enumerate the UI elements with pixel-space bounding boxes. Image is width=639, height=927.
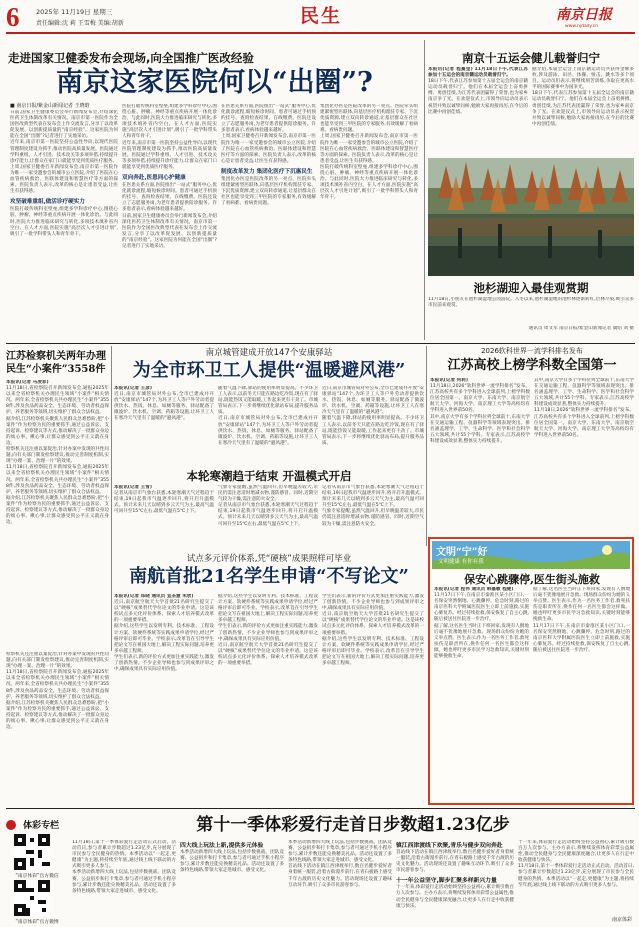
lottery-col-1: 11月18日,第十一季体彩爱行走活动正式启动。活动首日,参与者累计步数超过1.23亿步,充分展现了市民参与全民健身的热情。本季活动以“一起走,更健康”为主题,将持续至年底,通过线上线下联动的方式吸引更多人参与。 本季活动新增四大线上玩法,包括步数挑战、团队竞赛、公益捐步和打卡集章,参与者可通过手机小程序参与,累计步数还能兑换精美礼品。活动还设置了多条特色线路,带领大家走进城市、感受文化。 [72, 840, 176, 894]
lottery-col-2: 四大线上玩法上新,提供多元体验 本季活动新增四大线上玩法,包括步数挑战、团队竞赛、公益捐步和打卡集章,参与者可通过手机小程序参与,累计步数还能兑换精美礼品。活动还设置了多条特色线路,带领大家走进城市、感受文化。 [180, 840, 284, 924]
section-rule-2 [6, 808, 635, 809]
athletes-story [428, 40, 634, 340]
lead-headline: 南京这家医院何以“出圈”? [56, 67, 373, 98]
weather-story [114, 468, 424, 552]
weather-col-1: 本报讯(记者 王雪) 记者从南京市气象台获悉,本轮寒潮天气过程趋于结束,19日起我市气温逐步回升,将开启升温模式。预计未来几天以晴到多云天气为主,最高气温可回升至15℃左右,最低气温在5℃上下。 [114, 485, 214, 515]
weather-col-2: 气象专家提醒,虽然气温回升,但早晚温差较大,市民仍需注意适时增减衣物,谨防感冒。同时,近期空气较为干燥,需注意防火安全。 记者从南京市气象台获悉,本轮寒潮天气过程趋于结束,19日起我市气温逐步回升,将开启升温模式。预计未来几天以晴到多云天气为主,最高气温可回升至15℃左右,最低气温在5℃上下。 [218, 485, 318, 527]
lottery-col-5: 十一年来,体彩爱行走活动始终坚持公益初心,累计吸引数百万人次参与。主办方表示,将继续发挥体育彩票公益属性,推动全民健身与全民健康深度融合,让更多人在行走中收获健康与快乐。 11月18日,第十一季体彩爱行走活动正式启动。活动首日,参与者累计步数超过1.23亿步,充分展现了市民参与全民健身的热情。本季活动以“一起走,更健康”为主题,将持续至年底,通过线上线下联动的方式吸引更多人参与。 [518, 840, 634, 888]
weather-col-3: 记者从南京市气象台获悉,本轮寒潮天气过程趋于结束,19日起我市气温逐步回升,将开启升温模式。预计未来几天以晴到多云天气为主,最高气温可回升至15℃左右,最低气温在5℃上下。 气象专家提醒,虽然气温回升,但早晚温差较大,市民仍需注意适时增减衣物,谨防感冒。同时,近期空气较为干燥,需注意防火安全。 [322, 485, 424, 527]
photo-caption: 11月18日,小朋友在池杉湖湿地公园游玩。入冬以来,池杉湖湿地的池杉林逐渐转红,层林尽染,吸引众多市民前来观赏。 [428, 297, 634, 309]
masthead [0, 0, 639, 34]
lottery-logo-icon [6, 820, 16, 830]
section-rule-1 [6, 343, 635, 344]
lottery-subhead-2: 镇江西津渡线下欢聚,青乐与健步双向奔赴 [396, 843, 503, 849]
athletes-col-1: 本报讯(记者 程蔓莹) 11月18日下午,代表江苏参加十五运会的南京籍运动员载誉归宁。 18日下午,代表江苏参加第十五届全运会的南京籍运动员载誉归宁。他们在本届全运会上奋勇拼搏、勇创佳绩,为江苏代表团赢得了荣誉,也为家乡南京争了光。在欢迎仪式上,市领导向运动员表示祝贺并致以诚挚问候,勉励大家再接再厉,在今后的比赛中再创佳绩。 [428, 67, 528, 115]
sanitation-headline: 为全市环卫工人提供“温暖避风港” [132, 360, 406, 381]
lottery-headline: 第十一季体彩爱行走首日步数超1.23亿步 [196, 815, 510, 835]
banner-subtitle: 文明健康 有你有我 [438, 559, 484, 565]
lead-column-1: 日前,国家卫生健康委员会举行新闻发布会,介绍深化医药卫生体制改革有关情况。南京市第一医院作为全国医改典型代表在发布会上作交流发言,分享了以改革促发展、以创新提质量的“南京经验”。这家医院为何能在全国“出圈”?记者进行了实地采访。 近年来,南京市第一医院坚持公益性导向,以现代医院管理制度建设为抓手,推动医院高质量发展。医院通过学科重组、人才引进、技术攻关等多项举措,持续提升诊疗能力,让群众在家门口就能享受到优质医疗服务。 上周,国家卫健委召开新闻发布会,南京市第一医院作为唯一一家受邀参会的城市公立医院,介绍了医院在心血管疾病救治、医联体建设和智慧医疗等方面的探索。医院负责人表示,改革的核心是让患者受益,让医生有获得感。 攻坚破难重组,做活诊疗硬实力 医院打破传统科室壁垒,组建多学科诊疗中心,围绕心脏、肿瘤、神经等重点疾病开展一体化诊治。与此同时,医院大力推进临床研究与转化,多项技术填补省内空白。在人才方面,医院实施“高层次人才引进计划”,吸引了一批学科带头人和青年骨干。 [10, 110, 118, 237]
lottery-subhead-3: 十一年公益坚守,脚步汇聚多样新兴力量 [396, 878, 497, 885]
thesis-kicker: 试点多元评价体系,凭“硬核”成果照样可毕业 [186, 554, 352, 564]
box-col-1: 本报讯(记者 程伟 通讯员 韩嘉敏 程健) 11月17日下午,在南京市秦淮区某小区门口,一名保安突然倒地、心跳骤停。危急时刻,路过的南京医科大学附属医院医生立即上前施救,实施心肺复苏。经过持续抢救,保安恢复了自主心跳,随后被送往医院进一步治疗。 据了解,这名医生当时正下班回家,发现有人倒地后毫不犹豫地展开急救。现场群众纷纷为她的义举点赞。医生表示,作为一名医务工作者,救死扶伤是职责所在,换作任何一名医生都会这样做。她也呼吁更多市民学习急救知识,关键时刻能够挽救生命。 [434, 587, 529, 660]
column-divider-3 [426, 346, 427, 546]
lottery-col-3: 本季活动新增四大线上玩法,包括步数挑战、团队竞赛、公益捐步和打卡集章,参与者可通过手机小程序参与,累计步数还能兑换精美礼品。活动还设置了多条特色线路,带领大家走进城市、感受文化。 首站线下活动在镇江西津渡举行,数百名健步爱好者身着统一服装,沿着古街漫步前行,在青石板路上感受千年古渡的历史文化魅力。活动现场还设置了趣味互动环节,吸引了众多市民游客参与。 [288, 840, 392, 888]
procuratorate-body-cont: 检察机关还注重以案促治,针对办案中发现的共性问题,向有关部门制发检察建议,推动完善制度机制,实现“办理一案、治理一片”的效果。 11月18日,省检察院召开新闻发布会,通报2025年以来全省检察机关办理民生领域“小案件”相关情况。两年来,全省检察机关共办理民生“小案件”3558件,涉及食品药品安全、生态环境、劳动者权益保护、养老服务等领域,切实维护了群众合法权益。 据介绍,江苏检察机关聚焦人民群众急难愁盼,把“小案件”作为检察为民的重要抓手,通过公益诉讼、支持起诉、检察建议等方式,推动解决了一批群众身边的烦心事、揪心事,让群众感受到公平正义就在身边。 [6, 652, 109, 731]
qr-code-2 [14, 880, 50, 916]
lottery-sidebar [6, 812, 68, 924]
sanitation-col-1: 本报讯(记者 王彦) 近日,南京市城管局对外公布,全市已建成并开放“安康驿站”147个,为环卫工人等户外劳动者提供饮水、热饭、休息、如厕等服务。驿站配备了微波炉、饮水机、空调、药箱等设施,让环卫工人在寒冷天气里有了温暖的“避风港”。 [114, 386, 214, 422]
lead-subhead-3: 制度改革发力 集团化医疗下沉惠民生 [221, 168, 313, 175]
sanitation-kicker: 南京城管建成开放147个安康驿站 [205, 348, 333, 358]
photo-headline: 池杉湖迎入最佳观赏期 [473, 281, 589, 295]
lottery-subhead-1: 四大线上玩法上新,提供多元体验 [180, 843, 264, 849]
weather-headline: 本轮寒潮趋于结束 开温模式开启 [186, 469, 352, 483]
lead-subhead-2: 双向奔赴,医患同心护健康 [122, 175, 186, 182]
lottery-story [72, 812, 634, 924]
date-line: 2025年 11月19日 星期三 [36, 8, 113, 16]
university-story [430, 346, 634, 536]
box-col-2: 据了解,这名医生当时正下班回家,发现有人倒地后毫不犹豫地展开急救。现场群众纷纷为她的义举点赞。医生表示,作为一名医务工作者,救死扶伤是职责所在,换作任何一名医生都会这样做。她也呼吁更多市民学习急救知识,关键时刻能够挽救生命。 11月17日下午,在南京市秦淮区某小区门口,一名保安突然倒地、心跳骤停。危急时刻,路过的南京医科大学附属医院医生立即上前施救,实施心肺复苏。经过持续抢救,保安恢复了自主心跳,随后被送往医院进一步治疗。 [533, 587, 630, 653]
thesis-story [114, 552, 424, 804]
procuratorate-body: 本报讯(记者 马凌菲) 11月18日,省检察院召开新闻发布会,通报2025年以来全省检察机关办理民生领域“小案件”相关情况。两年来,全省检察机关共办理民生“小案件”3558件,涉及食品药品安全、生态环境、劳动者权益保护、养老服务等领域,切实维护了群众合法权益。 据介绍,江苏检察机关聚焦人民群众急难愁盼,把“小案件”作为检察为民的重要抓手,通过公益诉讼、支持起诉、检察建议等方式,推动解决了一批群众身边的烦心事、揪心事,让群众感受到公平正义就在身边。 检察机关还注重以案促治,针对办案中发现的共性问题,向有关部门制发检察建议,推动完善制度机制,实现“办理一案、治理一片”的效果。 11月18日,省检察院召开新闻发布会,通报2025年以来全省检察机关办理民生领域“小案件”相关情况。两年来,全省检察机关共办理民生“小案件”3558件,涉及食品药品安全、生态环境、劳动者权益保护、养老服务等领域,切实维护了群众合法权益。 据介绍,江苏检察机关聚焦人民群众急难愁盼,把“小案件”作为检察为民的重要抓手,通过公益诉讼、支持起诉、检察建议等方式,推动解决了一批群众身边的烦心事、揪心事,让群众感受到公平正义就在身边。 [6, 380, 109, 526]
lead-kicker: 走进国家卫健委发布会现场,向全国推广医改经验 [8, 51, 254, 65]
athletes-headline: 南京十五运会健儿载誉归宁 [462, 51, 600, 65]
procuratorate-story [6, 348, 109, 648]
lead-story [6, 38, 421, 343]
bullet-square-icon: ■ [10, 103, 17, 109]
qr-code-1 [14, 834, 50, 870]
newspaper-logo [556, 4, 636, 26]
website: www.njdaily.cn [565, 24, 599, 29]
university-col-2: 其中,南京大学有多个学科位列全球前十,东南大学在交通运输工程、仪器科学等领域表现突出。排名涵盖理学、工学、生命科学、医学和社会科学五大领域,共计55个学科。专家表示,江苏高校学科建设成效显著,整体实力持续提升。 11月18日,2026“软科世界一流学科排名”发布。江苏高校共有多个学科进入全球前列,上榜学科数位居全国第一。南京大学、东南大学、南京航空航天大学、河海大学、南京理工大学等高校均有学科进入世界前50名。 [534, 378, 634, 438]
civility-banner [432, 541, 630, 569]
lead-column-4: 集团化办医是医院改革的另一亮点。医院牵头组建紧密型医联体,向基层医疗机构派驻专家、下沉优质资源,建立双向转诊通道,让基层群众在社区也能享受到三甲医院的专家服务,有效缓解了看病难、看病贵问题。 上周,国家卫健委召开新闻发布会,南京市第一医院作为唯一一家受邀参会的城市公立医院,介绍了医院在心血管疾病救治、医联体建设和智慧医疗等方面的探索。医院负责人表示,改革的核心是让患者受益,让医生有获得感。 医院打破传统科室壁垒,组建多学科诊疗中心,围绕心脏、肿瘤、神经等重点疾病开展一体化诊治。与此同时,医院大力推进临床研究与转化,多项技术填补省内空白。在人才方面,医院实施“高层次人才引进计划”,吸引了一批学科带头人和青年骨干。 [320, 104, 418, 201]
university-col-1: 本报讯(记者 何莉) 11月18日,2026“软科世界一流学科排名”发布。江苏高校共有多个学科进入全球前列,上榜学科数位居全国第一。南京大学、东南大学、南京航空航天大学、河海大学、南京理工大学等高校均有学科进入世界前50名。 其中,南京大学有多个学科位列全球前十,东南大学在交通运输工程、仪器科学等领域表现突出。排名涵盖理学、工学、生命科学、医学和社会科学五大领域,共计55个学科。专家表示,江苏高校学科建设成效显著,整体实力持续提升。 [430, 378, 530, 444]
qr-code-icon [14, 880, 50, 916]
athletes-col-2: 据介绍,本届全运会上南京籍运动员共获得金牌多枚,涉及游泳、田径、体操、射击、跳水等多个项目。运动员们表示,将继续刻苦训练,争取在更高水平的国际赛事中为国争光。 18日下午,代表江苏参加第十五届全运会的南京籍运动员载誉归宁。他们在本届全运会上奋勇拼搏、勇创佳绩,为江苏代表团赢得了荣誉,也为家乡南京争了光。在欢迎仪式上,市领导向运动员表示祝贺并致以诚挚问候,勉励大家再接再厉,在今后的比赛中再创佳绩。 [532, 67, 634, 127]
page-number: 6 [6, 2, 20, 32]
doctor-rescue-box [428, 537, 634, 805]
sanitation-col-3: 近日,南京市城管局对外公布,全市已建成并开放“安康驿站”147个,为环卫工人等户外劳动者提供饮水、热饭、休息、如厕等服务。驿站配备了微波炉、饮水机、空调、药箱等设施,让环卫工人在寒冷天气里有了温暖的“避风港”。 随着气温下降,驿站的使用率明显提高。不少环卫工人表示,以前冬天只能在路边吃冷饭,现在有了驿站,既能热饭又能取暖,工作起来更有干劲了。市城管局表示,下一步将继续优化驿站布局,提升服务品质。 [322, 386, 424, 446]
lead-column-3: 在医患关系方面,医院推出“一站式”服务中心,优化就诊流程,缩短候诊时间。患者可通过手机预约挂号、查询检查结果、在线缴费。医院还设立了志愿服务岗,为老年患者提供陪诊服务。许多患者表示,看病体验越来越好。 上周,国家卫健委召开新闻发布会,南京市第一医院作为唯一一家受邀参会的城市公立医院,介绍了医院在心血管疾病救治、医联体建设和智慧医疗等方面的探索。医院负责人表示,改革的核心是让患者受益,让医生有获得感。 制度改革发力 集团化医疗下沉惠民生 集团化办医是医院改革的另一亮点。医院牵头组建紧密型医联体,向基层医疗机构派驻专家、下沉优质资源,建立双向转诊通道,让基层群众在社区也能享受到三甲医院的专家服务,有效缓解了看病难、看病贵问题。 [221, 104, 316, 207]
photo-credit: 通讯员 周文军 南京日报/紫金山新闻记者 冀绍 刘 摄 [528, 326, 634, 331]
qr-code-icon [14, 834, 50, 870]
thesis-col-2: 据介绍,这些学生以发明专利、技术标准、工程设计方案、软硬件系统等实践成果申请学位,经过严格评审后即可毕业。学校表示,改革旨在引导学生把论文写在祖国大地上,解决工程实际问题,培养更多卓越工程师。 学生们表示,新的评价方式更加注重实践能力,激发了创新热情。不少企业导师也参与到成果评审之中,确保成果具有实际应用价值。 近日,南京航空航天大学首批21名研究生提交了以“硬核”成果替代学位论文的毕业申请。这是该校试点多元化评价体系、探索人才培养模式改革的一项重要举措。 [218, 594, 318, 667]
thesis-headline: 南航首批21名学生申请“不写论文” [129, 566, 409, 587]
lead-subhead-1: 攻坚破难重组,做活诊疗硬实力 [10, 199, 85, 206]
university-kicker: 2026软科世界一流学科排名发布 [481, 347, 583, 355]
editor-line: 责任编辑:沈 莉 王雪梅 美编:胡新 [36, 20, 124, 27]
lead-byline: ■ 南京日报/紫金山新闻记者 王晓晗 [10, 103, 90, 109]
thesis-col-1: 本报讯(记者 郑晓 通讯员 宣圣慧 朱欣) 近日,南京航空航天大学首批21名研究生提交了以“硬核”成果替代学位论文的毕业申请。这是该校试点多元化评价体系、探索人才培养模式改革的一项重要举措。 据介绍,这些学生以发明专利、技术标准、工程设计方案、软硬件系统等实践成果申请学位,经过严格评审后即可毕业。学校表示,改革旨在引导学生把论文写在祖国大地上,解决工程实际问题,培养更多卓越工程师。 学生们表示,新的评价方式更加注重实践能力,激发了创新热情。不少企业导师也参与到成果评审之中,确保成果具有实际应用价值。 [114, 594, 214, 673]
masthead-rule [6, 32, 635, 34]
banner-title: 文明“宁”好 [436, 547, 488, 558]
sanitation-col-2: 随着气温下降,驿站的使用率明显提高。不少环卫工人表示,以前冬天只能在路边吃冷饭,现在有了驿站,既能热饭又能取暖,工作起来更有干劲了。市城管局表示,下一步将继续优化驿站布局,提升服务品质。 近日,南京市城管局对外公布,全市已建成并开放“安康驿站”147个,为环卫工人等户外劳动者提供饮水、热饭、休息、如厕等服务。驿站配备了微波炉、饮水机、空调、药箱等设施,让环卫工人在寒冷天气里有了温暖的“避风港”。 [218, 386, 318, 446]
lottery-logo: 体彩专栏 [6, 814, 68, 830]
box-headline: 保安心跳骤停,医生街头施救 [464, 573, 600, 586]
column-divider-2 [111, 346, 112, 651]
lottery-credit: 南京体彩 [611, 917, 632, 923]
procuratorate-headline: 江苏检察机关两年办理民生“小案件”3558件 [6, 351, 106, 375]
column-divider [424, 40, 425, 340]
section-title: 民生 [300, 5, 343, 27]
lottery-col-4: 镇江西津渡线下欢聚,青乐与健步双向奔赴 首站线下活动在镇江西津渡举行,数百名健步爱好者身着统一服装,沿着古街漫步前行,在青石板路上感受千年古渡的历史文化魅力。活动现场还设置了趣味互动环节,吸引了众多市民游客参与。 十一年公益坚守,脚步汇聚多样新兴力量 十一年来,体彩爱行走活动始终坚持公益初心,累计吸引数百万人次参与。主办方表示,将继续发挥体育彩票公益属性,推动全民健身与全民健康深度融合,让更多人在行走中收获健康与快乐。 [396, 840, 514, 924]
thesis-col-3: 学生们表示,新的评价方式更加注重实践能力,激发了创新热情。不少企业导师也参与到成果评审之中,确保成果具有实际应用价值。 近日,南京航空航天大学首批21名研究生提交了以“硬核”成果替代学位论文的毕业申请。这是该校试点多元化评价体系、探索人才培养模式改革的一项重要举措。 据介绍,这些学生以发明专利、技术标准、工程设计方案、软硬件系统等实践成果申请学位,经过严格评审后即可毕业。学校表示,改革旨在引导学生把论文写在祖国大地上,解决工程实际问题,培养更多卓越工程师。 [322, 594, 424, 667]
lead-column-2: 医院打破传统科室壁垒,组建多学科诊疗中心,围绕心脏、肿瘤、神经等重点疾病开展一体化诊治。与此同时,医院大力推进临床研究与转化,多项技术填补省内空白。在人才方面,医院实施“高层次人才引进计划”,吸引了一批学科带头人和青年骨干。 近年来,南京市第一医院坚持公益性导向,以现代医院管理制度建设为抓手,推动医院高质量发展。医院通过学科重组、人才引进、技术攻关等多项举措,持续提升诊疗能力,让群众在家门口就能享受到优质医疗服务。 双向奔赴,医患同心护健康 在医患关系方面,医院推出“一站式”服务中心,优化就诊流程,缩短候诊时间。患者可通过手机预约挂号、查询检查结果、在线缴费。医院还设立了志愿服务岗,为老年患者提供陪诊服务。许多患者表示,看病体验越来越好。 日前,国家卫生健康委员会举行新闻发布会,介绍深化医药卫生体制改革有关情况。南京市第一医院作为全国医改典型代表在发布会上作交流发言,分享了以改革促发展、以创新提质量的“南京经验”。这家医院为何能在全国“出圈”?记者进行了实地采访。 [122, 104, 217, 249]
qr-label-2: “南京体彩”官方微博 [15, 920, 59, 924]
pond-photo [428, 158, 634, 276]
sanitation-story [114, 346, 424, 470]
newspaper-logo-icon: 南京日报 [556, 7, 612, 23]
qr-label-1: “南京体彩”官方微信 [15, 874, 59, 879]
university-headline: 江苏高校上榜学科数全国第一 [447, 358, 617, 373]
